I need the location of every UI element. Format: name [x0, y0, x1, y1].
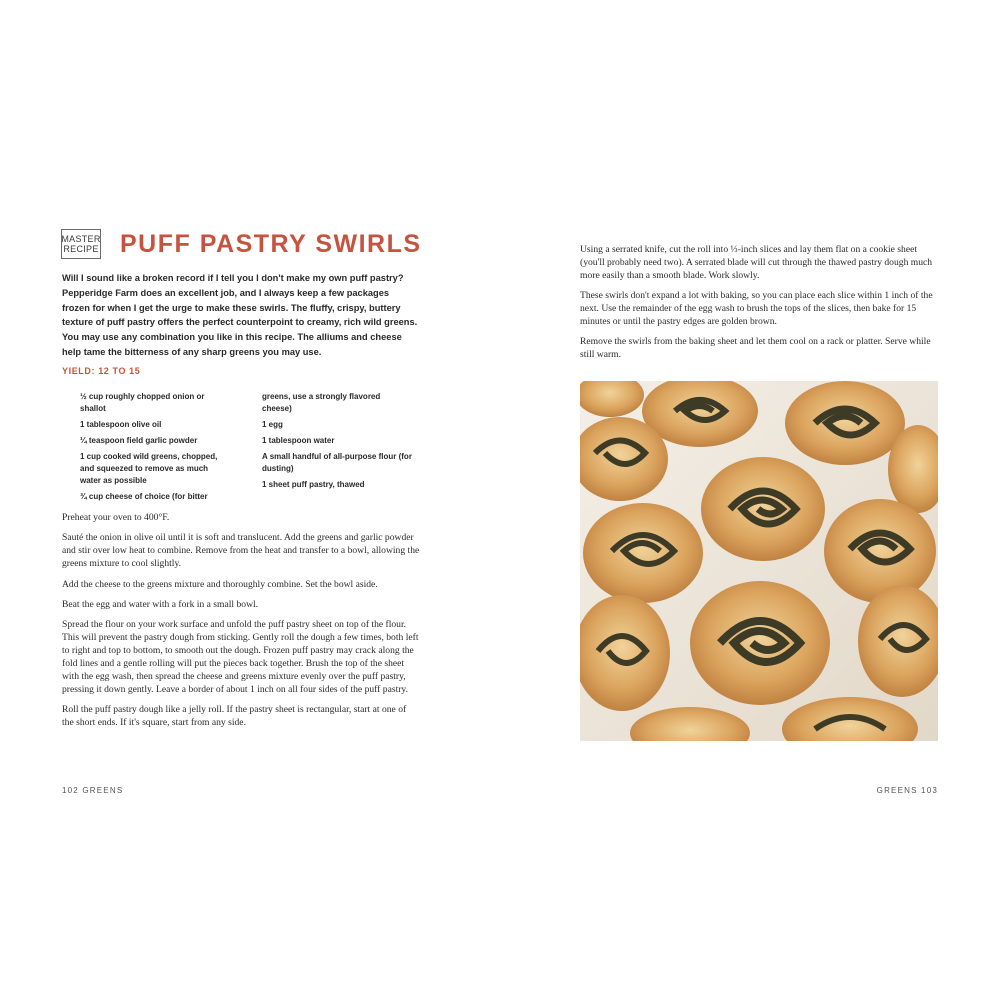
ingredient: 1 egg — [262, 420, 283, 429]
right-page — [500, 0, 1000, 1000]
ingredient: 1 tablespoon water — [262, 436, 335, 445]
ingredient: ¼ teaspoon field garlic powder — [80, 436, 198, 445]
ingredients-column-1 — [80, 391, 230, 507]
ingredient: A small handful of all-purpose flour (for dusting) — [262, 452, 412, 473]
method-step: Preheat your oven to 400°F. — [62, 512, 170, 523]
badge-line-1: MASTER — [61, 234, 101, 244]
ingredient: 1 tablespoon olive oil — [80, 420, 162, 429]
ingredient: greens, use a strongly flavored cheese) — [262, 392, 381, 413]
method-step: Remove the swirls from the baking sheet and let them cool on a rack or platter. Serve while still warm. — [580, 336, 931, 361]
swirl — [583, 503, 703, 603]
method-step: Spread the flour on your work surface and unfold the puff pastry sheet on top of the flour. This will prevent the pastry dough from sticking. Gently roll the dough a few times, both left to right and top to bottom, to smooth out the dough. Frozen puff pastry may crack along the fold lines and a gentle rolling will put the pieces back together. Brush the top of the sheet with the egg wash, then spread the cheese and greens mixture evenly over the puff pastry, pressing it down gently. Leave a border of about 1 inch on all four sides of the puff pastry. — [62, 619, 419, 695]
method-step: Roll the puff pastry dough like a jelly roll. If the pastry sheet is rectangular, start at one of the short ends. If it's square, start from any side. — [62, 704, 407, 729]
method-steps-left — [62, 512, 420, 738]
ingredient: ¾ cup cheese of choice (for bitter — [80, 492, 208, 501]
swirl — [824, 499, 936, 603]
method-step: These swirls don't expand a lot with baking, so you can place each slice within 1 inch of the next. Use the remainder of the egg wash to brush the tops of the slices, then bake for 15 minutes or until the pastry edges are golden brown. — [580, 290, 933, 328]
method-steps-right — [580, 244, 938, 370]
ingredient: 1 cup cooked wild greens, chopped, and squeezed to remove as much water as possible — [80, 452, 218, 485]
recipe-intro: Will I sound like a broken record if I tell you I don't make my own puff pastry? Pepperidge Farm does an excellent job, and I always keep a few packages frozen for when I get the urge to make these swirls. The fluffy, crispy, buttery texture of puff pastry offers the perfect counterpoint to creamy, rich wild greens. You may use any combination you like in this recipe. The alliums and cheese help tame the bitterness of any sharp greens you may use. — [62, 273, 418, 357]
method-step: Sauté the onion in olive oil until it is soft and translucent. Add the greens and garlic powder and stir over low heat to combine. Remove from the heat and transfer to a bowl, allowing the greens mixture to cool slightly. — [62, 532, 420, 570]
ingredient: ½ cup roughly chopped onion or shallot — [80, 392, 205, 413]
page-folio-left: 102 GREENS — [62, 786, 124, 795]
ingredients-column-2 — [262, 391, 412, 495]
master-recipe-badge — [61, 229, 101, 259]
swirl — [785, 381, 905, 465]
badge-line-2: RECIPE — [63, 244, 99, 254]
ingredient: 1 sheet puff pastry, thawed — [262, 480, 365, 489]
recipe-yield: YIELD: 12 TO 15 — [62, 366, 141, 376]
swirl — [701, 457, 825, 561]
page-folio-right: GREENS 103 — [876, 786, 938, 795]
method-step: Add the cheese to the greens mixture and thoroughly combine. Set the bowl aside. — [62, 578, 378, 590]
recipe-title: PUFF PASTRY SWIRLS — [120, 230, 422, 258]
method-step: Using a serrated knife, cut the roll into ⅓-inch slices and lay them flat on a cookie sheet (you'll probably need two). A serrated blade will cut through the thawed pastry dough much more easily than a smooth blade. Work slowly. — [580, 244, 933, 281]
method-step: Beat the egg and water with a fork in a small bowl. — [62, 599, 259, 611]
swirl — [690, 581, 830, 705]
pastry-swirls-photo — [580, 381, 938, 741]
